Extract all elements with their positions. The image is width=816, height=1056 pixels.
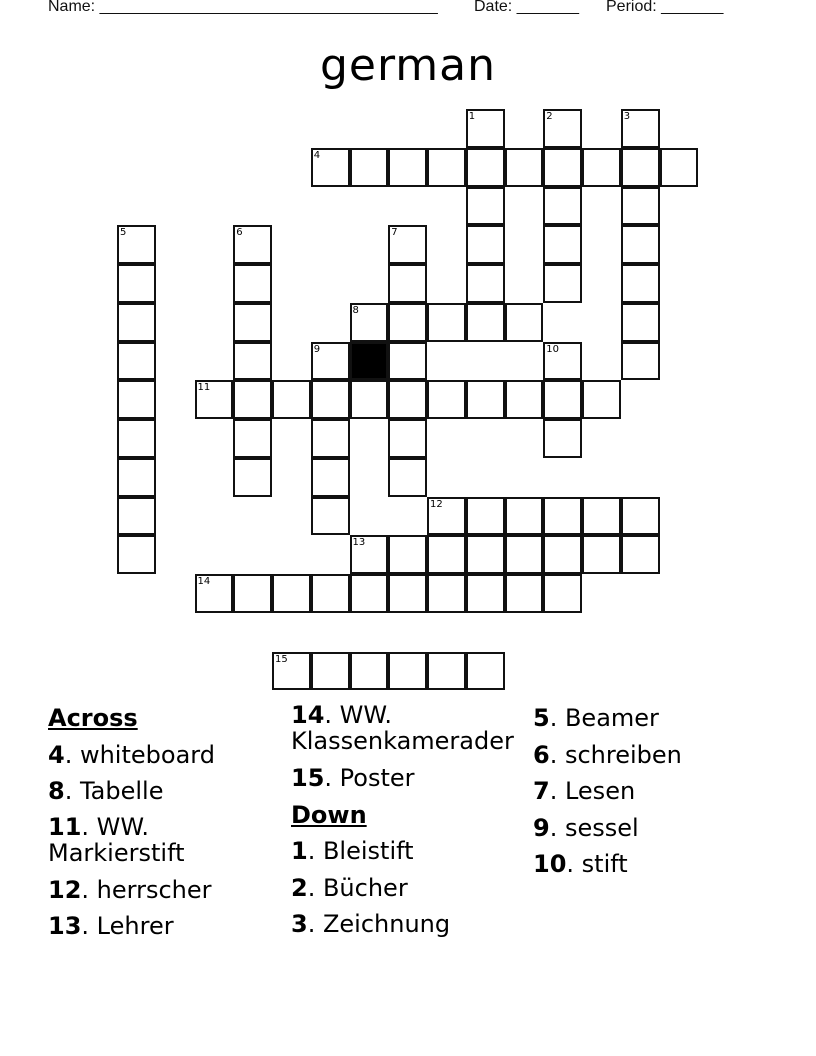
name-blank[interactable]: ______________________________________ <box>99 0 438 15</box>
grid-cell[interactable] <box>311 652 350 691</box>
clue-down-6: 6. schreiben <box>533 740 682 769</box>
grid-cell[interactable] <box>350 652 389 691</box>
clues-column-1 <box>48 700 288 945</box>
grid-cell[interactable] <box>543 342 582 381</box>
grid-cell[interactable] <box>233 303 272 342</box>
date-blank[interactable]: _______ <box>516 0 579 15</box>
grid-cell[interactable] <box>466 109 505 148</box>
clue-number: 11 <box>197 382 211 394</box>
clue-across-8: 8. Tabelle <box>48 777 164 805</box>
clue-number: 6 <box>236 227 243 239</box>
clue-across-13: 13. Lehrer <box>48 912 174 940</box>
grid-cell[interactable] <box>543 419 582 458</box>
grid-cell[interactable] <box>311 380 350 419</box>
grid-cell[interactable] <box>621 148 660 187</box>
grid-cell[interactable] <box>233 342 272 381</box>
grid-cell[interactable] <box>272 380 311 419</box>
clue-number: 14 <box>197 576 211 587</box>
grid-cell[interactable] <box>350 574 389 613</box>
grid-cell[interactable] <box>350 303 389 342</box>
grid-cell[interactable] <box>543 380 582 419</box>
grid-cell[interactable] <box>466 187 505 226</box>
grid-cell[interactable] <box>272 574 311 613</box>
grid-cell[interactable] <box>311 342 350 381</box>
clue-down-9: 9. sessel <box>533 813 639 842</box>
grid-cell[interactable] <box>233 225 272 264</box>
grid-cell[interactable] <box>388 380 427 419</box>
grid-cell[interactable] <box>466 652 505 691</box>
grid-cell[interactable] <box>543 187 582 226</box>
period-label: Period: <box>606 0 657 15</box>
clue-down-3: 3. Zeichnung <box>291 910 451 938</box>
grid-cell[interactable] <box>388 458 427 497</box>
grid-cell[interactable] <box>388 225 427 264</box>
grid-cell[interactable] <box>311 497 350 536</box>
grid-cell[interactable] <box>311 148 350 187</box>
grid-cell[interactable] <box>505 303 544 342</box>
clue-down-10: 10. stift <box>533 850 628 878</box>
grid-cell[interactable] <box>311 574 350 613</box>
clue-number: 9 <box>313 343 321 355</box>
clue-across-11: 11. WW. Markierstift <box>48 812 185 867</box>
clue-down-7: 7. Lesen <box>533 777 636 805</box>
clue-number: 10 <box>546 343 559 355</box>
puzzle-title: german <box>319 40 497 91</box>
grid-cell[interactable] <box>543 148 582 187</box>
clue-across-4: 4. whiteboard <box>48 740 215 769</box>
grid-cell[interactable] <box>543 497 582 536</box>
grid-cell[interactable] <box>195 574 234 613</box>
grid-cell[interactable] <box>388 303 427 342</box>
grid-cell[interactable] <box>582 497 621 536</box>
grid-cell[interactable] <box>117 225 156 264</box>
grid-cell[interactable] <box>505 148 544 187</box>
grid-cell[interactable] <box>117 264 156 303</box>
grid-cell[interactable] <box>272 652 311 691</box>
grid-cell[interactable] <box>466 380 505 419</box>
grid-cell[interactable] <box>311 458 350 497</box>
grid-cell[interactable] <box>621 264 660 303</box>
grid-cell[interactable] <box>233 419 272 458</box>
clue-number: 7 <box>391 227 398 239</box>
grid-cell[interactable] <box>350 535 389 574</box>
grid-cell[interactable] <box>427 497 466 536</box>
clue-number: 12 <box>430 498 443 510</box>
clue-down-2: 2. Bücher <box>291 873 408 902</box>
grid-cell[interactable] <box>466 225 505 264</box>
grid-cell[interactable] <box>466 574 505 613</box>
clue-number: 8 <box>352 304 359 316</box>
clue-number: 13 <box>352 537 366 549</box>
grid-cell[interactable] <box>466 264 505 303</box>
grid-cell[interactable] <box>466 148 505 187</box>
clue-number: 3 <box>623 111 631 122</box>
clue-down-1: 1. Bleistift <box>291 837 414 865</box>
grid-cell[interactable] <box>427 535 466 574</box>
grid-cell[interactable] <box>388 419 427 458</box>
grid-cell[interactable] <box>388 264 427 303</box>
grid-cell[interactable] <box>427 303 466 342</box>
grid-cell[interactable] <box>427 574 466 613</box>
grid-cell[interactable] <box>660 148 699 187</box>
grid-cell[interactable] <box>350 380 389 419</box>
clue-number: 5 <box>120 227 127 239</box>
grid-cell[interactable] <box>427 652 466 691</box>
grid-cell[interactable] <box>350 148 389 187</box>
grid-cell[interactable] <box>543 225 582 264</box>
date-label: Date: <box>474 0 513 15</box>
grid-cell[interactable] <box>543 109 582 148</box>
clue-across-15: 15. Poster <box>291 764 415 792</box>
clue-number: 15 <box>275 653 288 665</box>
grid-cell[interactable] <box>543 574 582 613</box>
grid-cell[interactable] <box>427 148 466 187</box>
grid-cell[interactable] <box>117 535 156 574</box>
grid-cell[interactable] <box>427 380 466 419</box>
grid-cell[interactable] <box>621 497 660 536</box>
grid-cell[interactable] <box>233 458 272 497</box>
clue-down-5: 5. Beamer <box>533 704 659 732</box>
grid-cell[interactable] <box>117 380 156 419</box>
grid-cell[interactable] <box>388 535 427 574</box>
grid-cell[interactable] <box>621 225 660 264</box>
clues-column-3 <box>533 700 773 883</box>
grid-cell[interactable] <box>505 535 544 574</box>
grid-cell[interactable] <box>543 264 582 303</box>
grid-cell[interactable] <box>466 303 505 342</box>
grid-cell[interactable] <box>233 574 272 613</box>
clue-across-12: 12. herrscher <box>48 875 212 904</box>
grid-cell[interactable] <box>117 497 156 536</box>
grid-cell[interactable] <box>621 535 660 574</box>
grid-cell[interactable] <box>621 342 660 381</box>
black-cell <box>350 342 389 381</box>
grid-cell[interactable] <box>388 652 427 691</box>
grid-cell[interactable] <box>117 342 156 381</box>
grid-cell[interactable] <box>388 574 427 613</box>
down-heading: Down <box>291 800 367 829</box>
grid-cell[interactable] <box>466 497 505 536</box>
grid-cell[interactable] <box>505 497 544 536</box>
clue-number: 2 <box>546 111 553 122</box>
grid-cell[interactable] <box>117 458 156 497</box>
period-blank[interactable]: _______ <box>661 0 724 15</box>
grid-cell[interactable] <box>233 264 272 303</box>
clue-number: 4 <box>313 149 321 161</box>
grid-cell[interactable] <box>582 535 621 574</box>
grid-cell[interactable] <box>505 380 544 419</box>
grid-cell[interactable] <box>233 380 272 419</box>
clue-number: 1 <box>468 111 476 122</box>
grid-cell[interactable] <box>543 535 582 574</box>
grid-cell[interactable] <box>388 148 427 187</box>
grid-cell[interactable] <box>621 187 660 226</box>
grid-cell[interactable] <box>505 574 544 613</box>
grid-cell[interactable] <box>117 303 156 342</box>
grid-cell[interactable] <box>466 535 505 574</box>
grid-cell[interactable] <box>195 380 234 419</box>
across-heading: Across <box>48 704 138 732</box>
name-label: Name: <box>48 0 96 15</box>
grid-cell[interactable] <box>311 419 350 458</box>
grid-cell[interactable] <box>621 109 660 148</box>
grid-cell[interactable] <box>621 303 660 342</box>
clue-across-14: 14. WW. Klassenkamerader <box>291 701 514 755</box>
clues-column-2 <box>291 700 531 943</box>
grid-cell[interactable] <box>117 419 156 458</box>
grid-cell[interactable] <box>582 380 621 419</box>
grid-cell[interactable] <box>582 148 621 187</box>
grid-cell[interactable] <box>388 342 427 381</box>
